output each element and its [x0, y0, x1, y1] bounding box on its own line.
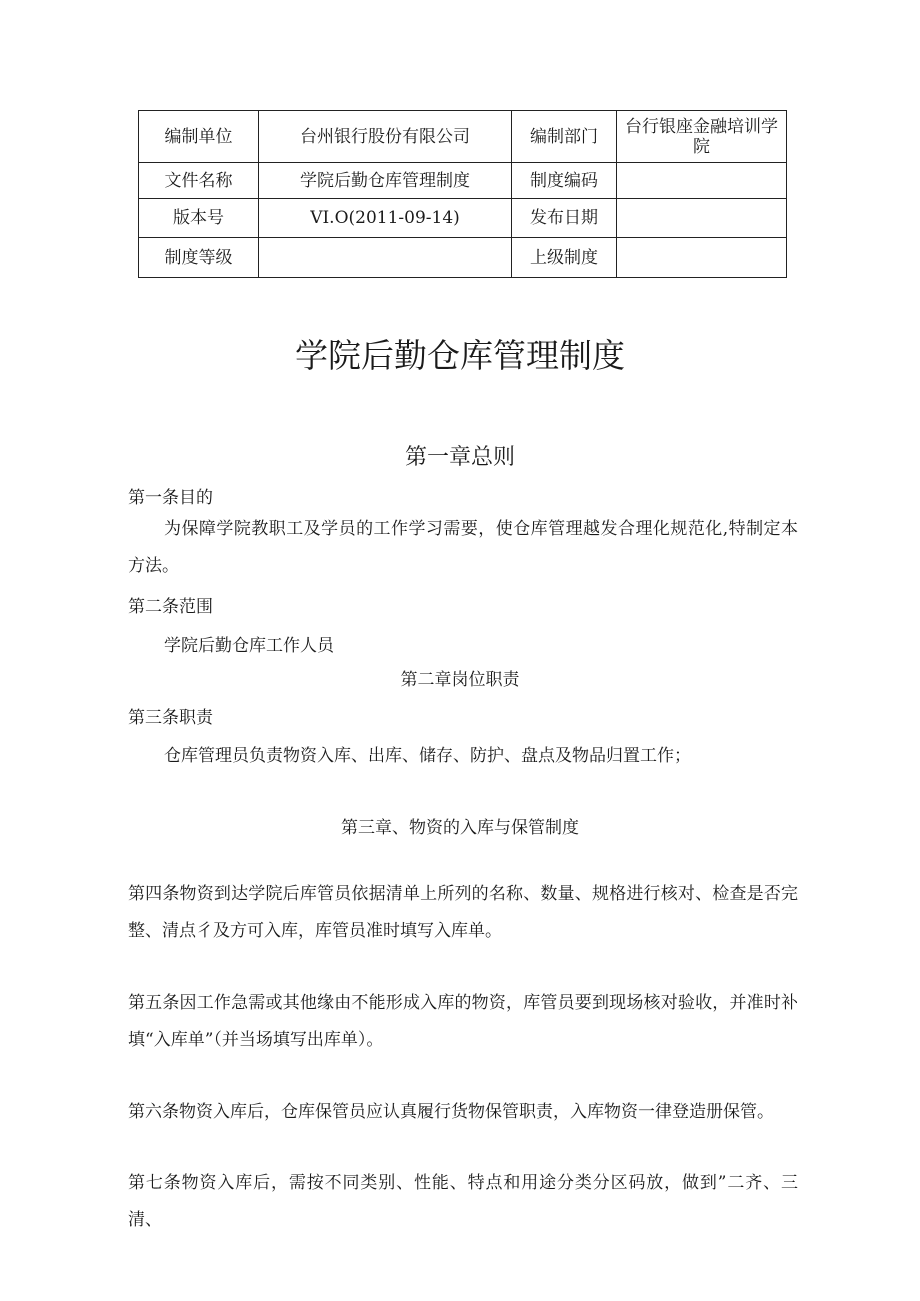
- value-compiling-unit: 台州银行股份有限公司: [259, 111, 512, 163]
- value-policy-code: [617, 163, 787, 199]
- article-1-heading: 第一条目的: [128, 488, 213, 508]
- value-parent-policy: [617, 238, 787, 278]
- article-3-heading: 第三条职责: [128, 708, 213, 728]
- label-compiling-unit: 编制单位: [139, 111, 259, 163]
- table-row: [139, 199, 787, 238]
- article-3-text: 仓库管理员负责物资入库、出库、储存、防护、盘点及物品归置工作；: [164, 746, 691, 766]
- label-release-date: 发布日期: [512, 199, 617, 238]
- article-6-text: 第六条物资入库后，仓库保管员应认真履行货物保管职责，入库物资一律登造册保管。: [128, 1102, 774, 1122]
- chapter-1-heading: 第一章总则: [404, 445, 515, 470]
- article-2-text: 学院后勤仓库工作人员: [164, 636, 334, 656]
- document-title: 学院后勤仓库管理制度: [295, 336, 625, 375]
- value-file-name: 学院后勤仓库管理制度: [259, 163, 512, 199]
- label-policy-code: 制度编码: [512, 163, 617, 199]
- article-4-text: 第四条物资到达学院后库管员依据清单上所列的名称、数量、规格进行核对、检查是否完整、清点彳及方可入库，库管员准时填写入库单。: [128, 884, 798, 941]
- value-release-date: [617, 199, 787, 238]
- value-compiling-department: 台行银座金融培训学院: [617, 111, 787, 163]
- value-policy-level: [259, 238, 512, 278]
- label-compiling-department: 编制部门: [512, 111, 617, 163]
- value-version: VI.O(2011-09-14): [259, 199, 512, 238]
- label-policy-level: 制度等级: [139, 238, 259, 278]
- table-row: [139, 111, 787, 163]
- article-2-heading: 第二条范围: [128, 597, 213, 617]
- article-7-text: 第七条物资入库后，需按不同类别、性能、特点和用途分类分区码放，做到”二齐、三清、: [128, 1173, 798, 1230]
- label-file-name: 文件名称: [139, 163, 259, 199]
- article-5-text: 第五条因工作急需或其他缘由不能形成入库的物资，库管员要到现场核对验收，并准时补填“入库单”（并当场填写出库单）。: [128, 993, 798, 1050]
- table-row: [139, 238, 787, 278]
- label-parent-policy: 上级制度: [512, 238, 617, 278]
- table-row: [139, 163, 787, 199]
- chapter-2-heading: 第二章岗位职责: [400, 670, 520, 690]
- article-1-text: 为保障学院教职工及学员的工作学习需要，使仓库管理越发合理化规范化,特制定本方法。: [128, 519, 798, 576]
- chapter-3-heading: 第三章、物资的入库与保管制度: [341, 818, 579, 838]
- label-version: 版本号: [139, 199, 259, 238]
- document-info-table: [138, 110, 787, 278]
